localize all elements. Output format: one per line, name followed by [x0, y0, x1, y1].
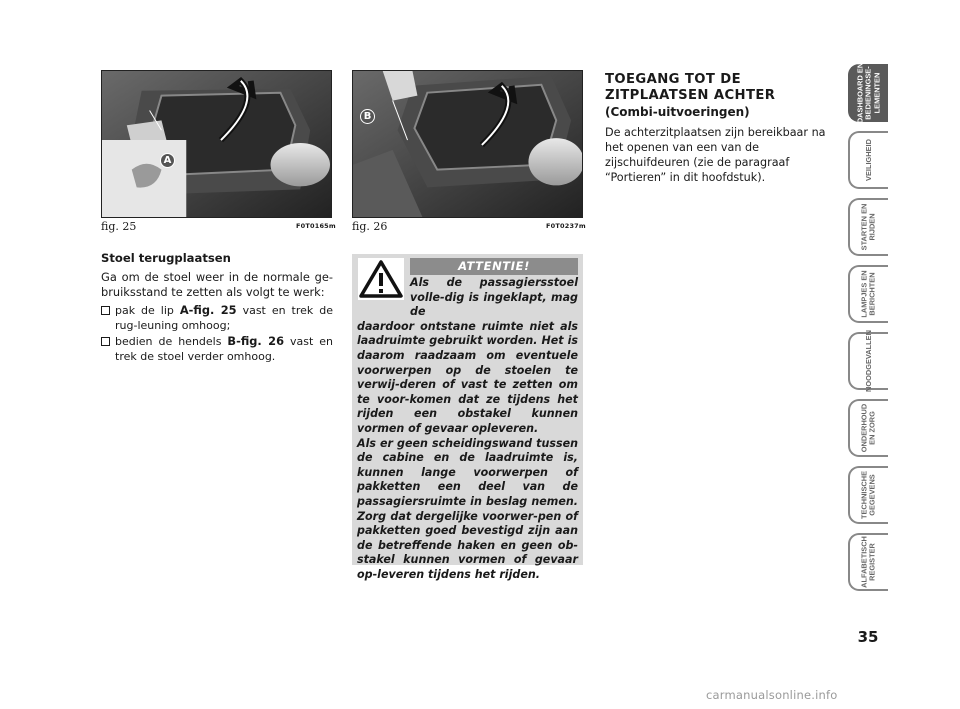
- warning-paragraph-2: Als er geen scheidingswand tussen de cabine en de laadruimte is, kunnen lange voorwerpen of pakketten een deel van de passagiersruimte in beslag nemen. Zorg dat dergelijke voorwer-pen of pakketten goed bevestigd zijn aan de betreffende haken en geen ob-stakel kunnen vormen of gevaar op-leveren tijdens het rijden.: [357, 436, 578, 581]
- figure-25-label-text: fig. 25: [101, 220, 137, 233]
- tab-register[interactable]: [848, 533, 888, 591]
- warning-lead: Als de passagiersstoel volle-dig is ingeklapt, mag de: [410, 276, 578, 319]
- tab-starten[interactable]: [848, 198, 888, 256]
- tab-label: ALFABETISCH REGISTER: [859, 536, 877, 588]
- tab-label: DASHBOARD EN BEDIENINGSE- LEMENTEN: [855, 62, 882, 124]
- figure-reference: B-fig. 26: [227, 334, 285, 348]
- marker-a-label: A: [163, 155, 172, 166]
- tab-label: STARTEN EN RIJDEN: [859, 203, 877, 251]
- tab-technische[interactable]: [848, 466, 888, 524]
- figure-reference: A-fig. 25: [179, 303, 237, 317]
- watermark: carmanualsonline.info: [706, 688, 838, 702]
- warning-title: ATTENTIE!: [410, 258, 578, 275]
- figure-26-code: F0T0237m: [546, 222, 586, 230]
- list-item: [101, 334, 333, 364]
- page-number: 35: [857, 628, 879, 646]
- figure-25-photo: [101, 70, 332, 218]
- figure-26-label-text: fig. 26: [352, 220, 388, 233]
- tab-label: ONDERHOUD EN ZORG: [859, 403, 877, 453]
- right-column: [605, 72, 835, 185]
- tab-noodgevallen[interactable]: [848, 332, 888, 390]
- marker-a: [160, 153, 175, 168]
- warning-box: [352, 254, 583, 581]
- section-heading-line-1: TOEGANG TOT DE: [605, 72, 742, 87]
- figure-26-label: [352, 220, 387, 233]
- tab-label: TECHNISCHE GEGEVENS: [859, 470, 877, 520]
- figure-25-label: [101, 220, 136, 233]
- checkbox-bullet-icon: [101, 306, 110, 315]
- figure-25-code: F0T0165m: [296, 222, 336, 230]
- section-body: De achterzitplaatsen zijn bereikbaar na het openen van een van de zijschuifdeuren (zie de paragraaf “Portieren” in dit hoofdstuk).: [605, 126, 826, 184]
- bullet-text: vast en trek de rug-leuning omhoog;: [115, 304, 333, 332]
- warning-text: [352, 276, 583, 582]
- tab-dashboard[interactable]: [848, 64, 888, 122]
- bullet-text: pak de lip: [115, 304, 180, 317]
- section-subheading: (Combi-uitvoeringen): [605, 105, 750, 119]
- section-intro: Ga om de stoel weer in de normale ge-bruiksstand te zetten als volgt te werk:: [101, 270, 333, 299]
- seat-lever-photo-illustration: [353, 71, 582, 217]
- section-heading-line-2: ZITPLAATSEN ACHTER: [605, 88, 776, 103]
- left-column: [101, 251, 333, 365]
- tab-lampjes[interactable]: [848, 265, 888, 323]
- list-item: [101, 303, 333, 333]
- tab-veiligheid[interactable]: [848, 131, 888, 189]
- tab-label: VEILIGHEID: [863, 139, 873, 181]
- marker-b: [360, 109, 375, 124]
- bullet-text: vast en trek de stoel verder omhoog.: [115, 335, 334, 363]
- figure-26-photo: [352, 70, 583, 218]
- section-heading: Stoel terugplaatsen: [101, 251, 231, 265]
- checkbox-bullet-icon: [101, 337, 110, 346]
- tab-label: NOODGEVALLEN: [863, 330, 873, 392]
- warning-paragraph-1: daardoor ontstane ruimte niet als laadruimte gebruikt worden. Het is daarom raadzaam om eventuele voorwerpen op de stoelen te verwij-deren of vast te zetten om te voor-komen dat ze tijdens het rijden een obstakel kunnen vormen of gevaar opleveren.: [357, 319, 578, 435]
- seat-photo-illustration: [102, 71, 331, 217]
- tab-onderhoud[interactable]: [848, 399, 888, 457]
- tab-label: LAMPJES EN BERICHTEN: [859, 270, 877, 318]
- bullet-text: bedien de hendels: [115, 335, 228, 348]
- marker-b-label: B: [363, 111, 372, 122]
